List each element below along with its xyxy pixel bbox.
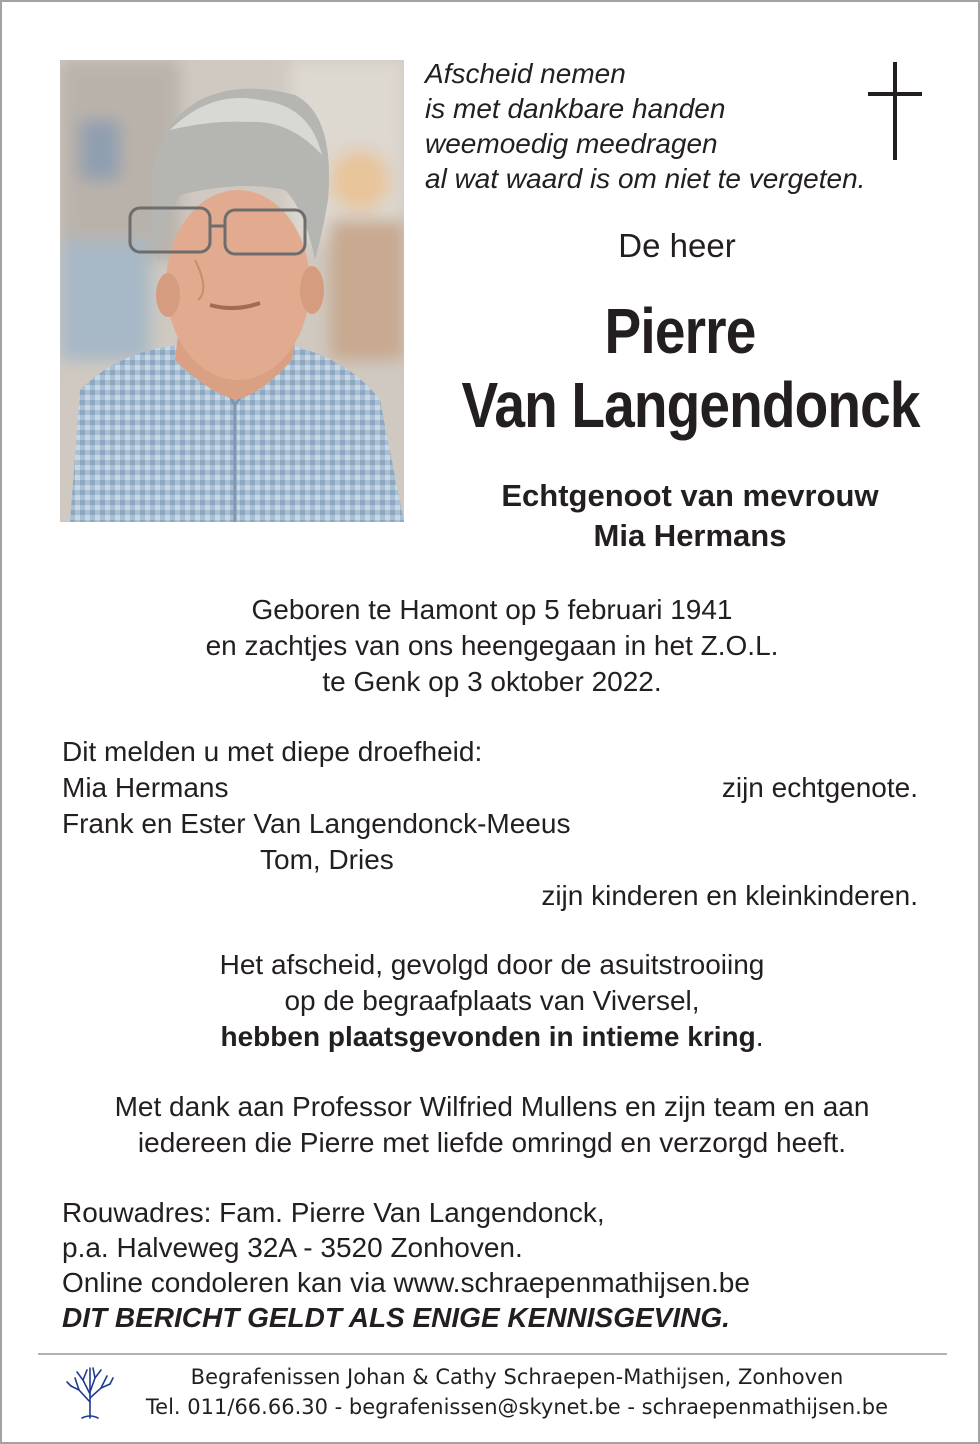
address-line: Rouwadres: Fam. Pierre Van Langendonck, bbox=[62, 1197, 605, 1228]
official-notice: DIT BERICHT GELDT ALS ENIGE KENNISGEVING. bbox=[62, 1302, 730, 1333]
ceremony-line: op de begraafplaats van Viversel, bbox=[284, 985, 700, 1016]
ceremony-emphasis: hebben plaatsgevonden in intieme kring bbox=[220, 1021, 756, 1052]
undertaker-name: Begrafenissen Johan & Cathy Schraepen-Mathijsen, Zonhoven bbox=[190, 1365, 844, 1389]
undertaker-contact: Tel. 011/66.66.30 - begrafenissen@skynet.be - schraepenmathijsen.be bbox=[145, 1395, 889, 1419]
thanks-line: Met dank aan Professor Wilfried Mullens en zijn team en aan bbox=[114, 1091, 870, 1122]
death-place-line: te Genk op 3 oktober 2022. bbox=[322, 666, 662, 697]
birth-line: Geboren te Hamont op 5 februari 1941 bbox=[251, 594, 733, 625]
portrait-photo bbox=[60, 60, 404, 522]
spouse-name: Mia Hermans bbox=[593, 518, 787, 553]
mourning-address bbox=[62, 1195, 942, 1335]
ceremony-line bbox=[62, 1019, 922, 1055]
family-announcement bbox=[62, 734, 922, 914]
thanks-text bbox=[62, 1089, 922, 1161]
children-names: Frank en Ester Van Langendonck-Meeus bbox=[62, 808, 571, 839]
tree-logo-icon bbox=[65, 1362, 115, 1420]
deceased-name bbox=[461, 294, 920, 442]
ceremony-info bbox=[62, 947, 922, 1055]
birth-death-info bbox=[62, 592, 922, 700]
spouse-name: Mia Hermans bbox=[62, 772, 229, 803]
undertaker-info bbox=[122, 1362, 912, 1422]
poem-line: is met dankbare handen bbox=[425, 93, 726, 124]
condolence-line: Online condoleren kan via www.schraepenmathijsen.be bbox=[62, 1267, 750, 1298]
poem-line: al wat waard is om niet te vergeten. bbox=[425, 163, 866, 194]
children-relation: zijn kinderen en kleinkinderen. bbox=[541, 880, 918, 911]
last-name: Van Langendonck bbox=[461, 369, 920, 441]
grandchildren-names: Tom, Dries bbox=[260, 844, 394, 875]
spouse-line: Echtgenoot van mevrouw bbox=[501, 478, 879, 513]
spouse-relation: zijn echtgenote. bbox=[721, 772, 918, 803]
first-name: Pierre bbox=[604, 295, 756, 367]
poem-line: Afscheid nemen bbox=[425, 58, 626, 89]
thanks-line: iedereen die Pierre met liefde omringd en verzorgd heeft. bbox=[137, 1127, 847, 1158]
family-intro: Dit melden u met diepe droefheid: bbox=[62, 736, 483, 767]
cross-icon bbox=[866, 62, 924, 162]
ceremony-period: . bbox=[755, 1021, 764, 1052]
honorific: De heer bbox=[618, 227, 736, 264]
address-line: p.a. Halveweg 32A - 3520 Zonhoven. bbox=[62, 1232, 523, 1263]
death-line: en zachtjes van ons heengegaan in het Z.O.L. bbox=[205, 630, 779, 661]
ceremony-line: Het afscheid, gevolgd door de asuitstrooiing bbox=[219, 949, 765, 980]
divider bbox=[38, 1353, 947, 1355]
poem-line: weemoedig meedragen bbox=[425, 128, 718, 159]
spouse-info bbox=[422, 476, 958, 556]
